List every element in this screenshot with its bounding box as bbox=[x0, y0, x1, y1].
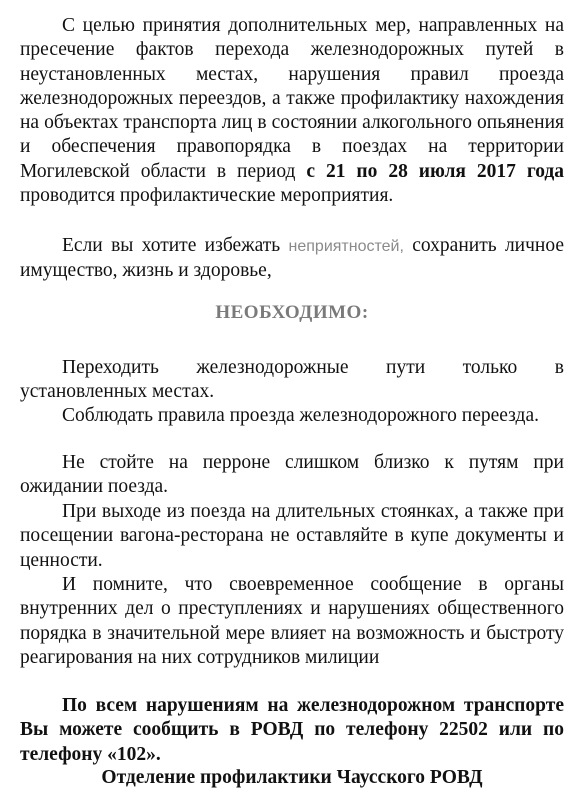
avoid-faint-word: неприятностей, bbox=[288, 238, 404, 255]
avoid-text-part2: сохранить личное имущество, жизнь и здоровье, bbox=[20, 235, 564, 282]
intro-period: с 21 по 28 июля 2017 года bbox=[306, 160, 564, 182]
rule-item: Соблюдать правила проезда железнодорожного переезда. bbox=[62, 405, 539, 426]
rule-item: Переходить железнодорожные пути только в установленных местах. bbox=[20, 357, 564, 403]
avoid-text-part1: Если вы хотите избежать bbox=[62, 235, 289, 256]
intro-paragraph bbox=[20, 14, 564, 208]
rule-item: При выходе из поезда на длительных стоянках, а также при посещении вагона-ресторана не оставляйте в купе документы и ценности. bbox=[20, 501, 564, 571]
signature: Отделение профилактики Чаусского РОВД bbox=[101, 767, 483, 788]
contact-paragraph: По всем нарушениям на железнодорожном транспорте Вы можете сообщить в РОВД по телефону 22502 или по телефону «102». bbox=[20, 695, 564, 765]
heading-necessary: НЕОБХОДИМО: bbox=[215, 302, 369, 323]
rule-item: И помните, что своевременное сообщение в органы внутренних дел о преступлениях и нарушениях общественного порядка в значительной мере влияет на возможность и быстроту реагирования на них сотрудников милиции bbox=[20, 574, 564, 668]
avoid-paragraph bbox=[20, 234, 564, 284]
intro-text-part2: проводится профилактические мероприятия. bbox=[20, 185, 394, 207]
rule-item: Не стойте на перроне слишком близко к путям при ожидании поезда. bbox=[20, 452, 564, 498]
intro-text-part1: С целью принятия дополнительных мер, направленных на пресечение фактов перехода железнодорожных путей в неустановленных местах, нарушения правил проезда железнодорожных переездов, а также профилактику нахождения на объектах транспорта лиц в состоянии алкогольного опьянения и обеспечения правопорядка в поездах на территории Могилевской области в период bbox=[20, 15, 564, 182]
